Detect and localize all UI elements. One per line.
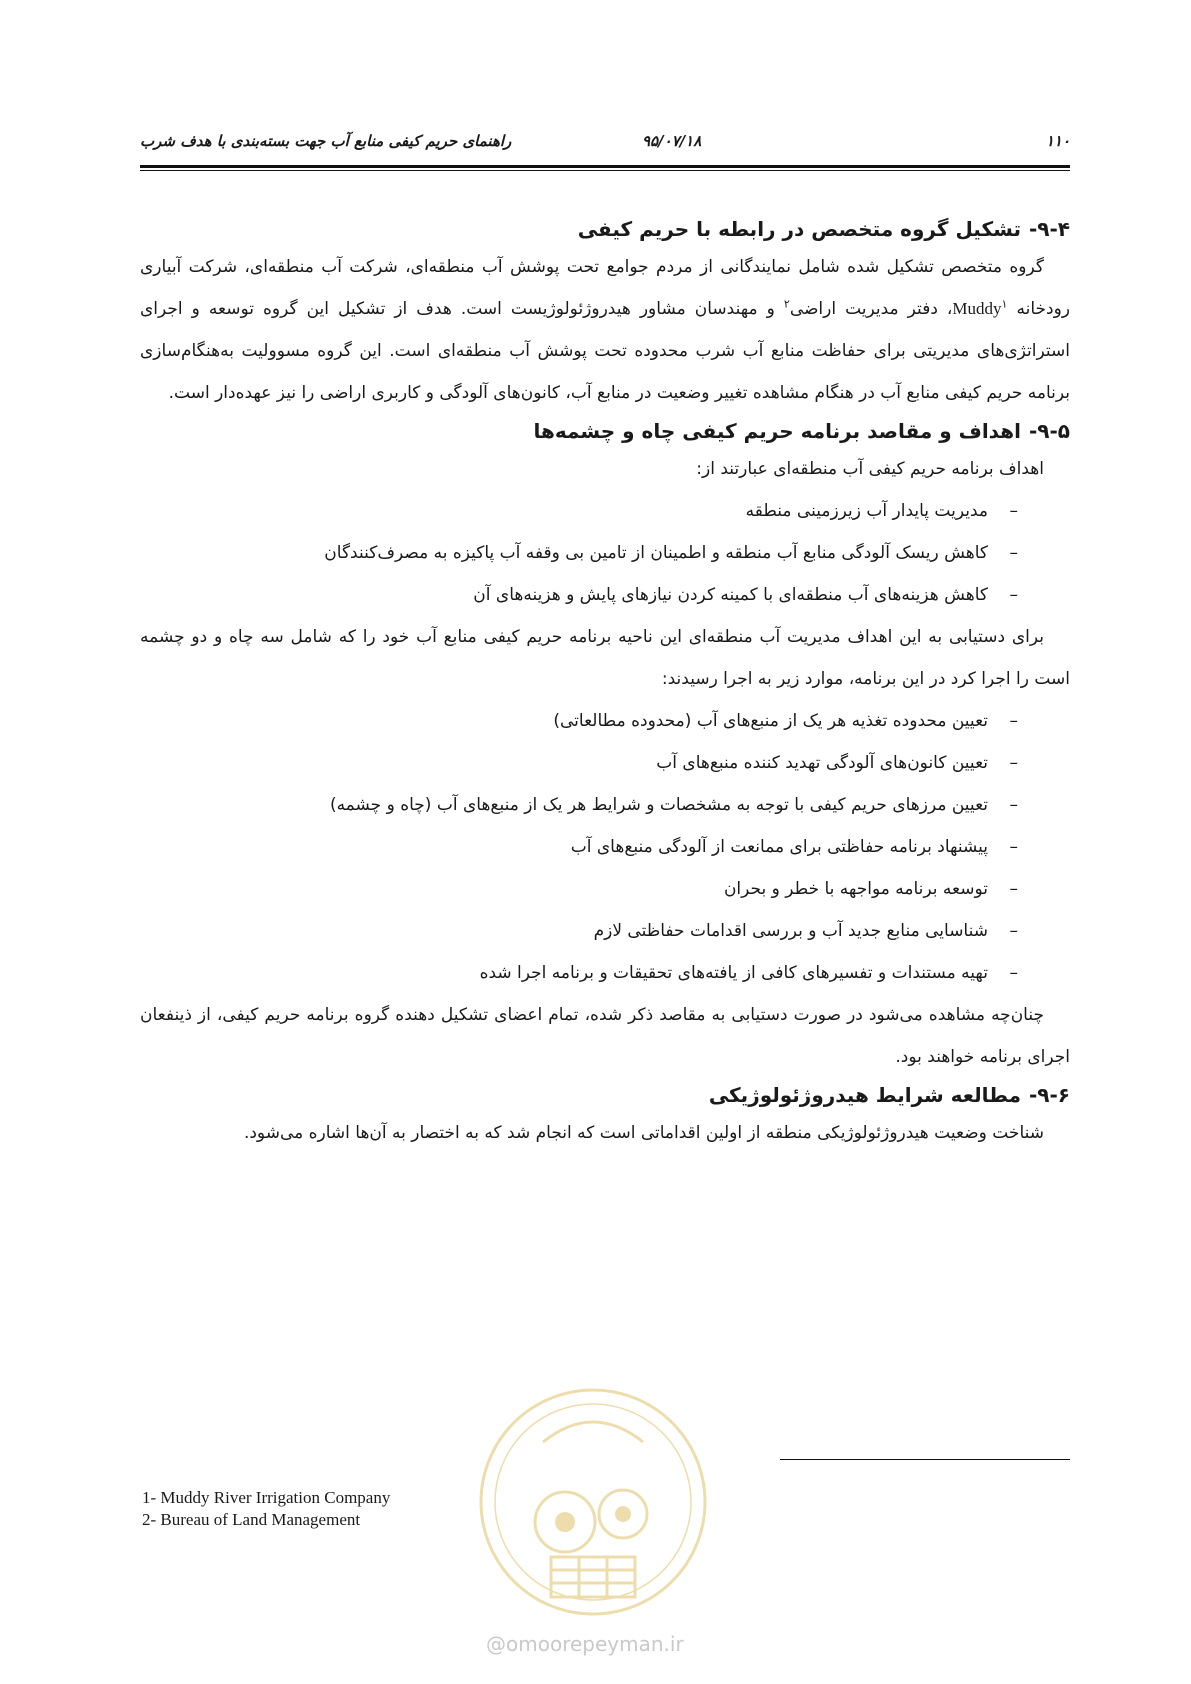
list-item: – مدیریت پایدار آب زیرزمینی منطقه (140, 490, 1018, 532)
section-title: تشکیل گروه متخصص در رابطه با حریم کیفی (577, 217, 1021, 241)
list-item: – تهیه مستندات و تفسیرهای کافی از یافته‌های تحقیقات و برنامه اجرا شده (140, 952, 1018, 994)
paragraph-closing: چنان‌چه مشاهده می‌شود در صورت دستیابی به مقاصد ذکر شده، تمام اعضای تشکیل دهنده گروه برنامه حریم کیفی، از ذینفعان اجرای برنامه خواهند بود. (140, 1005, 1070, 1067)
running-header (140, 128, 1070, 156)
paragraph-goals-intro: اهداف برنامه حریم کیفی آب منطقه‌ای عبارتند از: (696, 459, 1044, 479)
paragraph-text: ، دفتر مدیریت اراضی (789, 299, 953, 319)
paragraph-expert-group (140, 246, 1070, 414)
list-item: – شناسایی منابع جدید آب و بررسی اقدامات حفاظتی لازم (140, 910, 1018, 952)
paragraph-program-steps-intro: برای دستیابی به این اهداف مدیریت آب منطقه‌ای این ناحیه برنامه حریم کیفی منابع آب خود را که شامل سه چاه و دو چشمه است را اجرا کرد در این برنامه، موارد زیر به اجرا رسیدند: (140, 627, 1070, 689)
footnote-1: 1- Muddy River Irrigation Company (142, 1488, 391, 1507)
section-heading-9-4 (140, 212, 1070, 246)
section-title: اهداف و مقاصد برنامه حریم کیفی چاه و چشمه‌ها (533, 419, 1021, 443)
section-number: ۹-۵- (1028, 419, 1070, 443)
header-rule-thin (140, 170, 1070, 171)
page-body (140, 212, 1070, 1154)
page-number: ۱۱۰ (1045, 132, 1070, 150)
header-date: ۹۵/۰۷/۱۸ (642, 132, 702, 150)
header-rule (140, 165, 1070, 168)
watermark-seal-icon (473, 1382, 713, 1622)
paragraph-hydrogeology: شناخت وضعیت هیدروژئولوژیکی منطقه از اولین اقداماتی است که انجام شد که به اختصار به آن‌ها اشاره می‌شود. (243, 1123, 1044, 1143)
goals-list (140, 490, 1070, 616)
watermark-website: @omoorepeyman.ir (486, 1632, 684, 1656)
footnote-ref-2: ۲ (783, 297, 790, 311)
list-item: – تعیین مرزهای حریم کیفی با توجه به مشخصات و شرایط هر یک از منبع‌های آب (چاه و چشمه) (140, 784, 1018, 826)
section-number: ۹-۶- (1028, 1083, 1070, 1107)
section-heading-9-6 (140, 1078, 1070, 1112)
latin-term: Muddy (952, 299, 1002, 318)
running-title: راهنمای حریم کیفی منابع آب جهت بسته‌بندی با هدف شرب (140, 132, 512, 150)
section-number: ۹-۴- (1028, 217, 1070, 241)
section-title: مطالعه شرایط هیدروژئولوژیکی (708, 1083, 1021, 1107)
list-item: – تعیین محدوده تغذیه هر یک از منبع‌های آب (محدوده مطالعاتی) (140, 700, 1018, 742)
paragraph-text: و مهندسان مشاور هیدروژئولوژیست است. هدف از تشکیل این گروه توسعه و اجرای استراتژی‌های مدیریتی برای حفاظت منابع آب شرب محدوده تحت پوشش آب منطقه‌ای است. این گروه مسوولیت به‌هنگام‌سازی برنامه حریم کیفی منابع آب در هنگام مشاهده تغییر وضعیت در منابع آب، کانون‌های آلودگی و کاربری اراضی را نیز عهده‌دار است. (140, 299, 1070, 403)
section-heading-9-5 (140, 414, 1070, 448)
list-item: – توسعه برنامه مواجهه با خطر و بحران (140, 868, 1018, 910)
list-item: – کاهش ریسک آلودگی منابع آب منطقه و اطمینان از تامین بی وقفه آب پاکیزه به مصرف‌کنندگان (140, 532, 1018, 574)
list-item: – پیشنهاد برنامه حفاظتی برای ممانعت از آلودگی منبع‌های آب (140, 826, 1018, 868)
footnote-ref-1: ۱ (1001, 297, 1008, 311)
list-item: – کاهش هزینه‌های آب منطقه‌ای با کمینه کردن نیازهای پایش و هزینه‌های آن (140, 574, 1018, 616)
footnotes (142, 1487, 390, 1531)
steps-list (140, 700, 1070, 994)
list-item: – تعیین کانون‌های آلودگی تهدید کننده منبع‌های آب (140, 742, 1018, 784)
footnote-2: 2- Bureau of Land Management (142, 1510, 361, 1529)
paragraph-text: گروه متخصص تشکیل شده شامل نمایندگانی از مردم جوامع تحت پوشش آب منطقه‌ای، شرکت آب منطقه‌ای، شرکت آبیاری رودخانه (140, 257, 1070, 319)
footnote-rule (780, 1459, 1070, 1460)
